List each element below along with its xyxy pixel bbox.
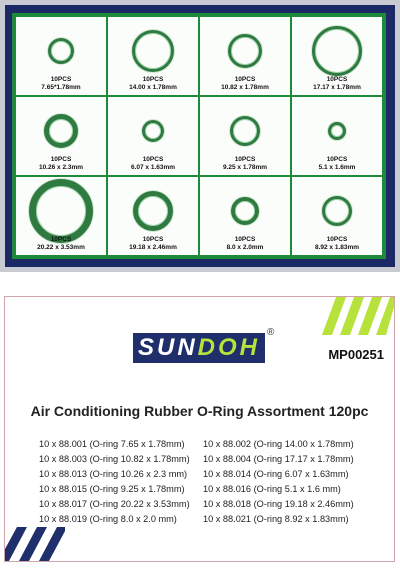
compartment-qty: 10PCS: [234, 76, 256, 83]
list-item: 10 x 88.001 (O-ring 7.65 x 1.78mm): [39, 439, 185, 449]
brand-logo: [133, 333, 265, 363]
compartment-size: 14.00 x 1.78mm: [129, 84, 177, 91]
list-item: 10 x 88.015 (O-ring 9.25 x 1.78mm): [39, 484, 185, 494]
tray-compartment: [107, 96, 199, 176]
compartment-qty: 10PCS: [142, 156, 164, 163]
tray-compartment: [199, 96, 291, 176]
compartment-qty: 10PCS: [326, 236, 348, 243]
compartment-size: 5.1 x 1.6mm: [318, 164, 356, 171]
list-item: 10 x 88.019 (O-ring 8.0 x 2.0 mm): [39, 514, 177, 524]
logo-text-doh: DOH: [197, 334, 260, 361]
compartment-qty: 10PCS: [50, 76, 72, 83]
product-label-card: [4, 296, 395, 562]
compartment-qty: 10PCS: [50, 156, 72, 163]
o-ring: [142, 120, 164, 142]
compartment-size: 19.18 x 2.46mm: [129, 244, 177, 251]
compartment-qty: 10PCS: [326, 76, 348, 83]
o-ring: [132, 30, 174, 72]
compartment-size: 8.0 x 2.0mm: [226, 244, 264, 251]
compartment-qty: 10PCS: [326, 156, 348, 163]
tray-compartment: [199, 176, 291, 256]
o-ring: [29, 179, 93, 243]
tray-compartment: [291, 176, 383, 256]
compartment-qty: 10PCS: [142, 76, 164, 83]
list-item: 10 x 88.013 (O-ring 10.26 x 2.3 mm): [39, 469, 188, 479]
compartment-size: 6.07 x 1.63mm: [130, 164, 176, 171]
o-ring: [322, 196, 352, 226]
tray-compartment: [107, 176, 199, 256]
compartment-size: 20.22 x 3.53mm: [37, 244, 85, 251]
compartment-size: 10.26 x 2.3mm: [38, 164, 84, 171]
compartment-size: 17.17 x 1.78mm: [313, 84, 361, 91]
o-ring: [48, 38, 74, 64]
registered-mark: ®: [267, 327, 275, 338]
corner-stripes-decoration-bottom: [5, 527, 65, 561]
compartment-size: 10.82 x 1.78mm: [221, 84, 269, 91]
list-item: 10 x 88.017 (O-ring 20.22 x 3.53mm): [39, 499, 190, 509]
storage-tray: [5, 5, 395, 267]
tray-compartment: [15, 96, 107, 176]
tray-compartment: [107, 16, 199, 96]
o-ring: [44, 114, 78, 148]
tray-compartment: [15, 16, 107, 96]
compartment-qty: 10PCS: [234, 236, 256, 243]
tray-compartment: [291, 96, 383, 176]
o-ring: [133, 191, 173, 231]
tray-grid: [12, 13, 386, 259]
o-ring: [230, 116, 260, 146]
logo-text-sun: SUN: [137, 334, 198, 361]
compartment-qty: 10PCS: [234, 156, 256, 163]
o-ring: [231, 197, 259, 225]
o-ring: [328, 122, 346, 140]
tray-compartment: [199, 16, 291, 96]
corner-stripes-decoration: [314, 297, 394, 335]
product-title: Air Conditioning Rubber O-Ring Assortment 120pc: [30, 403, 369, 419]
list-item: 10 x 88.002 (O-ring 14.00 x 1.78mm): [203, 439, 354, 449]
list-item: 10 x 88.003 (O-ring 10.82 x 1.78mm): [39, 454, 190, 464]
compartment-qty: 10PCS: [142, 236, 164, 243]
list-item: 10 x 88.021 (O-ring 8.92 x 1.83mm): [203, 514, 349, 524]
compartment-size: 7.65*1.78mm: [41, 84, 81, 91]
product-code: MP00251: [328, 347, 384, 362]
o-ring: [228, 34, 262, 68]
tray-compartment: [15, 176, 107, 256]
list-item: 10 x 88.014 (O-ring 6.07 x 1.63mm): [203, 469, 349, 479]
item-list: [39, 439, 379, 524]
list-item: 10 x 88.004 (O-ring 17.17 x 1.78mm): [203, 454, 354, 464]
compartment-size: 8.92 x 1.83mm: [314, 244, 360, 251]
product-photo: [0, 0, 400, 272]
tray-compartment: [291, 16, 383, 96]
list-item: 10 x 88.018 (O-ring 19.18 x 2.46mm): [203, 499, 354, 509]
o-ring: [312, 26, 362, 76]
list-item: 10 x 88.016 (O-ring 5.1 x 1.6 mm): [203, 484, 341, 494]
compartment-size: 9.25 x 1.78mm: [222, 164, 268, 171]
compartment-qty: 10PCS: [50, 236, 72, 243]
